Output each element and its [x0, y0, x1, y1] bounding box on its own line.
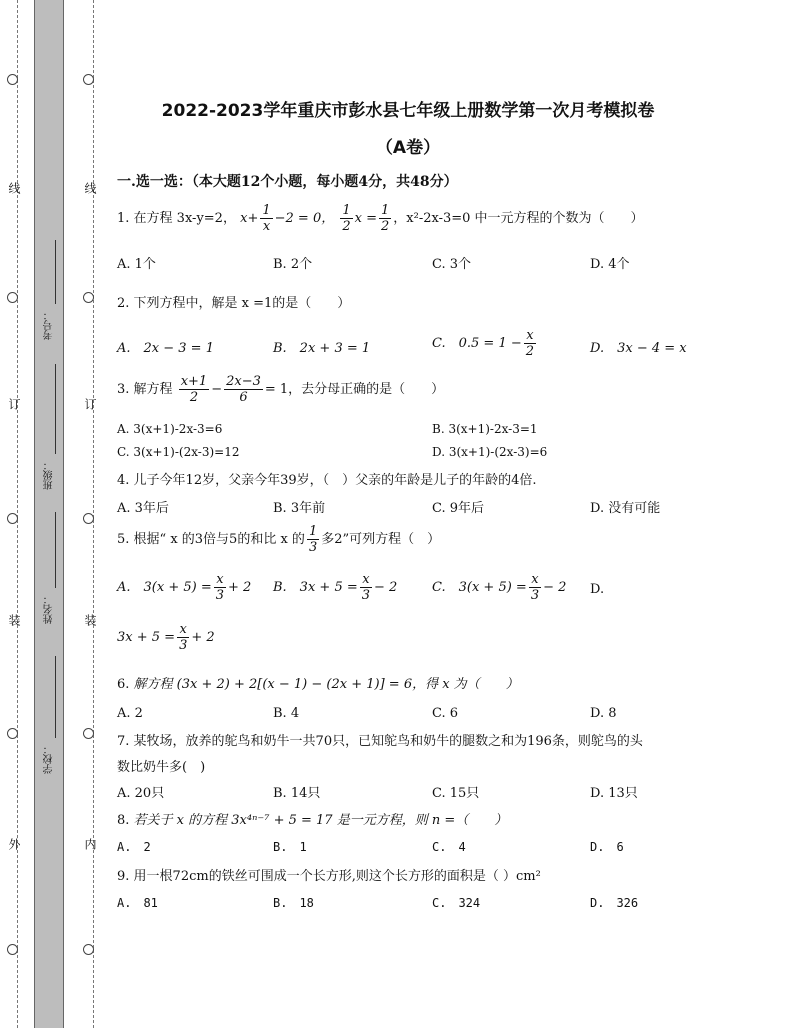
binding-hole-inner [83, 292, 94, 303]
option-b[interactable]: B. 3年前 [273, 501, 326, 516]
section-heading: 一.选一选：（本大题12个小题，每小题4分，共48分） [117, 174, 458, 190]
class-label: 班级： [44, 460, 55, 490]
question-number: 6. [117, 677, 130, 692]
margin-char-zhuang: 装 [7, 614, 21, 626]
margin-char-nei: 内 [83, 838, 97, 850]
option-d[interactable]: D. 3(x+1)-(2x-3)=6 [432, 445, 548, 459]
option-a[interactable]: A. 2x − 3 = 1 [117, 341, 214, 356]
binding-hole-outer [7, 728, 18, 739]
question-9 [117, 865, 541, 884]
option-d[interactable]: D. 13只 [590, 786, 638, 801]
margin-char-ding: 订 [83, 398, 97, 410]
margin-char-zhuang: 装 [83, 614, 97, 626]
school-field[interactable] [55, 656, 56, 738]
question-stem: 在方程 3x-y=2， [133, 211, 236, 226]
equation: x+ [240, 211, 259, 226]
question-stem: 多2”可列方程（ ） [321, 532, 441, 547]
option-a[interactable]: A. 1个 [117, 257, 156, 272]
option-b[interactable]: B. 14只 [273, 786, 321, 801]
school-label: 学校： [44, 744, 55, 774]
option-c[interactable]: C. 15只 [432, 786, 480, 801]
option-a[interactable]: A. 20只 [117, 786, 165, 801]
question-1 [117, 203, 644, 234]
option-b[interactable]: B. 3(x+1)-2x-3=1 [432, 422, 538, 436]
exam-number-field[interactable] [55, 240, 56, 304]
page-subtitle: （A卷） [375, 138, 441, 158]
fraction: $\frac{x}{3}$ [361, 572, 371, 603]
question-number: 3. [117, 382, 130, 397]
question-5 [117, 524, 440, 555]
equation: −2 = 0， [274, 211, 335, 226]
option-d[interactable]: D. 8 [590, 706, 617, 721]
question-stem: 儿子今年12岁，父亲今年39岁，（ ）父亲的年龄是儿子的年龄的4倍. [133, 473, 537, 488]
fraction: $\frac{x}{3}$ [179, 622, 188, 653]
binding-hole-inner [83, 728, 94, 739]
exam-number-label: 考号： [44, 310, 55, 340]
fraction: $\frac{1}{2}$ [381, 203, 390, 234]
binding-hole-outer [7, 944, 18, 955]
option-d[interactable]: D. 6 [590, 840, 624, 854]
question-stem: ，x²-2x-3=0 中一元方程的个数为（ ） [393, 211, 644, 226]
option-b[interactable]: B. 1 [273, 840, 307, 854]
option-c[interactable]: C. 6 [432, 706, 459, 721]
fraction: $\frac{1}{3}$ [308, 524, 318, 555]
binding-hole-outer [7, 74, 18, 85]
option-b[interactable]: B. 4 [273, 706, 300, 721]
question-stem: 某牧场，放养的鸵鸟和奶牛一共70只，已知鸵鸟和奶牛的腿数之和为196条，则鸵鸟的头 [133, 734, 643, 749]
question-stem: = 1，去分母正确的是（ ） [264, 382, 445, 397]
question-8 [117, 809, 507, 828]
margin-char-ding: 订 [7, 398, 21, 410]
question-number: 5. [117, 532, 130, 547]
question-number: 7. [117, 734, 130, 749]
margin-char-xian: 线 [7, 182, 21, 194]
question-7-line-2: 数比奶牛多( ) [117, 760, 206, 775]
question-3: 3. 解方程 $\frac{x+1}{2}$ − $\frac{2x-3}{6}$ = 1，去分母正确的是（ ） [117, 374, 445, 405]
fraction: $\frac{x}{3}$ [215, 572, 225, 603]
question-6 [117, 673, 519, 692]
binding-hole-inner [83, 74, 94, 85]
question-number: 4. [117, 473, 130, 488]
binding-hole-outer [7, 292, 18, 303]
option-a[interactable]: A. 81 [117, 896, 158, 910]
fraction: $\frac{x+1}{2}$ [180, 374, 208, 405]
question-number: 9. [117, 869, 130, 884]
option-c[interactable]: C. 3(x + 5) = $\frac{x}{3}$ − 2 [432, 572, 567, 603]
option-d[interactable]: D. 3x − 4 = x [590, 341, 687, 356]
page-title: 2022-2023学年重庆市彭水县七年级上册数学第一次月考模拟卷 [161, 101, 655, 121]
option-d[interactable]: D. 4个 [590, 257, 630, 272]
option-a[interactable]: A. 2 [117, 706, 143, 721]
question-4 [117, 469, 537, 488]
question-2 [117, 292, 350, 311]
question-number: 2. [117, 296, 130, 311]
binding-hole-inner [83, 513, 94, 524]
option-b[interactable]: B. 3x + 5 = $\frac{x}{3}$ − 2 [273, 572, 398, 603]
fraction: $\frac{1}{2}$ [342, 203, 351, 234]
question-number: 1. [117, 211, 130, 226]
option-c[interactable]: C. 3(x+1)-(2x-3)=12 [117, 445, 240, 459]
option-b[interactable]: B. 2个 [273, 257, 313, 272]
option-b[interactable]: B. 18 [273, 896, 314, 910]
option-c[interactable]: C. 4 [432, 840, 466, 854]
fraction: $\frac{x}{3}$ [530, 572, 540, 603]
question-stem: 用一根72cm的铁丝可围成一个长方形,则这个长方形的面积是（ ）cm² [133, 869, 541, 884]
option-a[interactable]: A. 3(x + 5) = $\frac{x}{3}$ + 2 [117, 572, 252, 603]
question-stem: 若关于 x 的方程 3x⁴ⁿ⁻⁷ + 5 = 17 是一元方程，则 n =（ ） [133, 813, 508, 828]
name-label: 姓名： [44, 594, 55, 624]
margin-char-wai: 外 [7, 838, 21, 850]
option-c[interactable]: C. 9年后 [432, 501, 485, 516]
binding-hole-outer [7, 513, 18, 524]
name-field[interactable] [55, 512, 56, 588]
option-d[interactable]: D. [590, 582, 605, 597]
option-a[interactable]: A. 3年后 [117, 501, 169, 516]
question-number: 8. [117, 813, 130, 828]
option-a[interactable]: A. 2 [117, 840, 151, 854]
fraction: $\frac{x}{2}$ [525, 328, 535, 359]
equation: x = [354, 211, 377, 226]
margin-char-xian: 线 [83, 182, 97, 194]
option-d[interactable]: D. 326 [590, 896, 639, 910]
question-7 [117, 730, 643, 749]
question-stem: 下列方程中，解是 x =1的是（ ） [133, 296, 351, 311]
question-stem: 解方程 [133, 382, 173, 397]
option-c[interactable]: C. 0.5 = 1 − $\frac{x}{2}$ [432, 328, 535, 359]
option-d[interactable]: D. 没有可能 [590, 501, 661, 516]
fraction: $\frac{2x-3}{6}$ [226, 374, 261, 405]
option-c[interactable]: C. 3个 [432, 257, 472, 272]
question-stem: 根据“ x 的3倍与5的和比 x 的 [133, 532, 305, 547]
class-field[interactable] [55, 364, 56, 454]
binding-hole-inner [83, 944, 94, 955]
option-c[interactable]: C. 324 [432, 896, 481, 910]
option-d-equation[interactable]: 3x + 5 = $\frac{x}{3}$ + 2 [117, 622, 215, 653]
fraction: $\frac{1}{x}$ [262, 203, 271, 234]
question-stem: 解方程 (3x + 2) + 2[(x − 1) − (2x + 1)] = 6，得 x 为（ ） [133, 677, 519, 692]
option-b[interactable]: B. 2x + 3 = 1 [273, 341, 371, 356]
option-a[interactable]: A. 3(x+1)-2x-3=6 [117, 422, 223, 436]
